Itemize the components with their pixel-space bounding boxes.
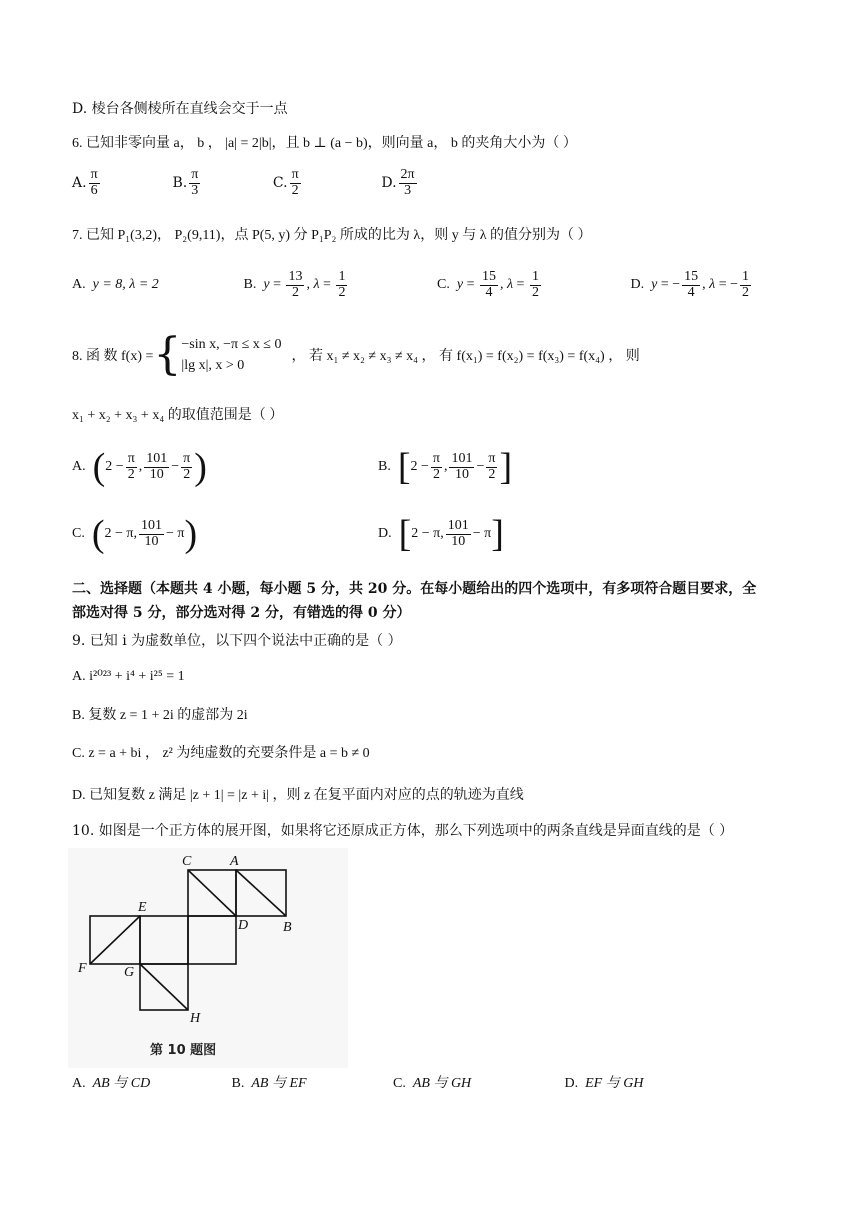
q7-stem: 7. 已知 P₁(3,2)， P₂(9,11)，点 P(5, y) 分 P₁P₂ 所成的比为 λ，则 y 与 λ 的值分别为（ ） (72, 228, 592, 243)
cube-net-figure (68, 848, 348, 1068)
q9-option-d: D. 已知复数 z 满足 |z + 1| = |z + i| ，则 z 在复平面内对应的点的轨迹为直线 (72, 788, 524, 803)
vertex-label-g: G (124, 965, 135, 980)
q8-option-a: A. ( 2 − $\frac{\pi}{2}$ , $\frac{101}{10}$ − $\frac{\pi}{2}$ ) (72, 446, 207, 488)
q8-option-c: C. ( 2 − π, $\frac{101}{10}$ − π ) (72, 513, 198, 555)
q7-option-c: C. y = $\frac{15}{4}$ , λ = $\frac{1}{2}$ (437, 269, 539, 300)
q9-option-b: B. 复数 z = 1 + 2i 的虚部为 2i (72, 708, 248, 723)
q10-option-b: B. AB 与 EF (231, 1076, 307, 1091)
q6-option: A. $\frac{\pi}{6}$ (72, 167, 98, 198)
q8-case2: |lg x|, x > 0 (181, 358, 245, 373)
q7-option-d: D. y = − $\frac{15}{4}$ , λ = − $\frac{1}{2}$ (630, 269, 750, 300)
figure-background (68, 848, 348, 1068)
vertex-label-b: B (283, 920, 292, 935)
q10-option-d: D. EF 与 GH (564, 1076, 644, 1091)
vertex-label-f: F (78, 961, 87, 976)
q6-option: C. $\frac{\pi}{2}$ (272, 167, 299, 198)
q9-option-c: C. z = a + bi ， z² 为纯虚数的充要条件是 a = b ≠ 0 (72, 746, 370, 761)
q10-stem: 10. 如图是一个正方体的展开图，如果将它还原成正方体，那么下列选项中的两条直线是异面直线的是（ ） (72, 823, 734, 839)
q10-option-c: C. AB 与 GH (393, 1076, 472, 1091)
section2-heading-line1: 二、选择题（本题共 4 小题，每小题 5 分，共 20 分。在每小题给出的四个选项中，有多项符合题目要求，全 (72, 581, 757, 597)
q6-stem: 6. 已知非零向量 a， b ， |a| = 2|b|，且 b ⊥ (a − b)，则向量 a， b 的夹角大小为（ ） (72, 136, 577, 151)
q6-option: B. $\frac{\pi}{3}$ (172, 167, 199, 198)
section2-heading-line2: 部选对得 5 分，部分选对得 2 分，有错选的得 0 分） (72, 605, 411, 621)
q6-options (72, 168, 419, 198)
q8-case1: −sin x, −π ≤ x ≤ 0 (181, 337, 282, 352)
q8-option-b: B. [ 2 − $\frac{\pi}{2}$ , $\frac{101}{10}$ − $\frac{\pi}{2}$ ] (378, 446, 513, 488)
q7-option-a: A. y = 8, λ = 2 (72, 277, 159, 293)
q6-option: D. $\frac{2\pi}{3}$ (381, 167, 415, 198)
q7-options (72, 270, 753, 300)
q8-brace: { (153, 329, 182, 380)
q5-option-d: D. 棱台各侧棱所在直线会交于一点 (72, 101, 288, 117)
q8-option-d: D. [ 2 − π, $\frac{101}{10}$ − π ] (378, 513, 504, 555)
vertex-label-h: H (190, 1011, 201, 1026)
q7-option-b: B. y = $\frac{13}{2}$ , λ = $\frac{1}{2}$ (243, 269, 346, 300)
vertex-label-e: E (138, 900, 147, 915)
vertex-label-a: A (230, 854, 239, 869)
q9-option-a: A. i²⁰²³ + i⁴ + i²⁵ = 1 (72, 669, 185, 684)
vertex-label-c: C (182, 854, 192, 869)
vertex-label-d: D (238, 918, 249, 933)
q10-options (72, 1072, 643, 1092)
q10-option-a: A. AB 与 CD (72, 1076, 151, 1091)
figure-caption: 第 10 题图 (150, 1043, 217, 1058)
q8-line2: x₁ + x₂ + x₃ + x₄ 的取值范围是（ ） (72, 408, 284, 423)
q9-stem: 9. 已知 i 为虚数单位，以下四个说法中正确的是（ ） (72, 633, 402, 649)
q8-stem: 8. 函 数 f(x) = { −sin x, −π ≤ x ≤ 0 |lg x|, x > 0 ， 若 x₁ ≠ x₂ ≠ x₃ ≠ x₄ ， 有 f(x₁) = f(x₂) = f(x₃) = f(x₄) ， 则 (72, 329, 640, 380)
